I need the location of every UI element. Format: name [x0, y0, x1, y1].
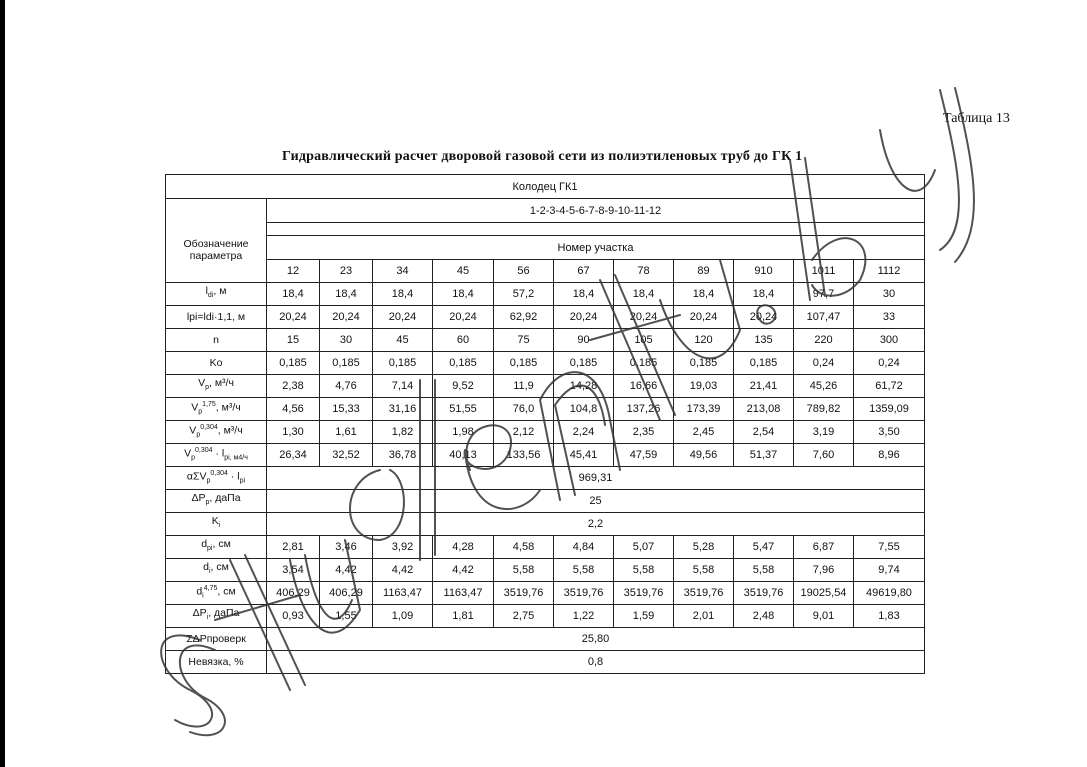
- cell-value: 1163,47: [433, 582, 494, 605]
- cell-value: 1,98: [433, 421, 494, 444]
- cell-value: 20,24: [614, 306, 674, 329]
- cell-value: 16,66: [614, 375, 674, 398]
- table-row: [166, 490, 925, 513]
- cell-value: 20,24: [554, 306, 614, 329]
- cell-value: 18,4: [554, 283, 614, 306]
- section-number: 1112: [854, 260, 925, 283]
- table-row: [166, 375, 925, 398]
- cell-value: 4,42: [320, 559, 373, 582]
- param-label: $d_i^{4,75}$, см: [166, 582, 267, 605]
- cell-value: 20,24: [373, 306, 433, 329]
- cell-value: 30: [854, 283, 925, 306]
- param-label: lpi=ldi·1,1, м: [166, 306, 267, 329]
- table-row: [166, 628, 925, 651]
- section-number: 1011: [794, 260, 854, 283]
- cell-value: 49,56: [674, 444, 734, 467]
- table-row: [166, 605, 925, 628]
- merged-value: 969,31: [267, 467, 925, 490]
- cell-value: 0,24: [854, 352, 925, 375]
- section-number: 23: [320, 260, 373, 283]
- route-spacer: [267, 223, 925, 236]
- cell-value: 18,4: [267, 283, 320, 306]
- cell-value: 3519,76: [494, 582, 554, 605]
- section-number: 12: [267, 260, 320, 283]
- cell-value: 5,58: [614, 559, 674, 582]
- cell-value: 20,24: [320, 306, 373, 329]
- cell-value: 300: [854, 329, 925, 352]
- cell-value: 14,28: [554, 375, 614, 398]
- section-number: 67: [554, 260, 614, 283]
- table-row: [166, 398, 925, 421]
- cell-value: 0,185: [320, 352, 373, 375]
- cell-value: 0,185: [734, 352, 794, 375]
- cell-value: 105: [614, 329, 674, 352]
- cell-value: 5,58: [554, 559, 614, 582]
- cell-value: 19025,54: [794, 582, 854, 605]
- param-label: $d_i$, см: [166, 559, 267, 582]
- cell-value: 0,185: [674, 352, 734, 375]
- well-header: Колодец ГК1: [166, 175, 925, 199]
- cell-value: 15,33: [320, 398, 373, 421]
- cell-value: 32,52: [320, 444, 373, 467]
- cell-value: 213,08: [734, 398, 794, 421]
- cell-value: 107,47: [794, 306, 854, 329]
- cell-value: 137,26: [614, 398, 674, 421]
- hydraulic-calculation-table: [165, 174, 925, 674]
- cell-value: 47,59: [614, 444, 674, 467]
- cell-value: 2,12: [494, 421, 554, 444]
- param-label: n: [166, 329, 267, 352]
- cell-value: 406,29: [320, 582, 373, 605]
- cell-value: 45,41: [554, 444, 614, 467]
- cell-value: 0,185: [614, 352, 674, 375]
- cell-value: 2,35: [614, 421, 674, 444]
- cell-value: 49619,80: [854, 582, 925, 605]
- cell-value: 7,96: [794, 559, 854, 582]
- cell-value: 45,26: [794, 375, 854, 398]
- cell-value: 4,56: [267, 398, 320, 421]
- param-header: Обозначение параметра: [166, 199, 267, 283]
- cell-value: 60: [433, 329, 494, 352]
- cell-value: 9,74: [854, 559, 925, 582]
- cell-value: 18,4: [433, 283, 494, 306]
- param-label: $\alpha\Sigma V_p^{0,304} \cdot l_{pi}$: [166, 467, 267, 490]
- cell-value: 2,01: [674, 605, 734, 628]
- table-row: [166, 306, 925, 329]
- cell-value: 30: [320, 329, 373, 352]
- cell-value: 1359,09: [854, 398, 925, 421]
- cell-value: 1,09: [373, 605, 433, 628]
- cell-value: 62,92: [494, 306, 554, 329]
- left-edge-bar: [0, 0, 5, 767]
- cell-value: 7,60: [794, 444, 854, 467]
- param-label: $V_p^{1,75}$, м³/ч: [166, 398, 267, 421]
- param-label: $V_p^{0,304}$, м³/ч: [166, 421, 267, 444]
- cell-value: 19,03: [674, 375, 734, 398]
- cell-value: 1,82: [373, 421, 433, 444]
- cell-value: 0,93: [267, 605, 320, 628]
- cell-value: 51,37: [734, 444, 794, 467]
- merged-value: 0,8: [267, 651, 925, 674]
- cell-value: 4,58: [494, 536, 554, 559]
- section-header: Номер участка: [267, 236, 925, 260]
- param-label: $V_p^{0,304} \cdot l_{pi, м4/ч}$: [166, 444, 267, 467]
- param-label: ΣΔPпроверк: [166, 628, 267, 651]
- cell-value: 51,55: [433, 398, 494, 421]
- param-label: $\Delta P_p$, даПа: [166, 490, 267, 513]
- cell-value: 21,41: [734, 375, 794, 398]
- cell-value: 1163,47: [373, 582, 433, 605]
- cell-value: 11,9: [494, 375, 554, 398]
- param-label: $V_p$, м³/ч: [166, 375, 267, 398]
- cell-value: 3519,76: [614, 582, 674, 605]
- cell-value: 5,28: [674, 536, 734, 559]
- cell-value: 20,24: [433, 306, 494, 329]
- cell-value: 3519,76: [734, 582, 794, 605]
- cell-value: 40,13: [433, 444, 494, 467]
- cell-value: 173,39: [674, 398, 734, 421]
- cell-value: 57,2: [494, 283, 554, 306]
- section-number: 78: [614, 260, 674, 283]
- cell-value: 2,81: [267, 536, 320, 559]
- cell-value: 3,54: [267, 559, 320, 582]
- cell-value: 135: [734, 329, 794, 352]
- cell-value: 6,87: [794, 536, 854, 559]
- cell-value: 1,61: [320, 421, 373, 444]
- merged-value: 25: [267, 490, 925, 513]
- param-label: Невязка, %: [166, 651, 267, 674]
- cell-value: 7,14: [373, 375, 433, 398]
- cell-value: 5,07: [614, 536, 674, 559]
- cell-value: 1,81: [433, 605, 494, 628]
- cell-value: 789,82: [794, 398, 854, 421]
- cell-value: 3,46: [320, 536, 373, 559]
- table-row: [166, 444, 925, 467]
- section-number: 34: [373, 260, 433, 283]
- table-row: [166, 467, 925, 490]
- cell-value: 3519,76: [674, 582, 734, 605]
- route-header: 1-2-3-4-5-6-7-8-9-10-11-12: [267, 199, 925, 223]
- cell-value: 15: [267, 329, 320, 352]
- document-title: Гидравлический расчет дворовой газовой сети из полиэтиленовых труб до ГК 1: [282, 149, 803, 164]
- cell-value: 20,24: [267, 306, 320, 329]
- cell-value: 61,72: [854, 375, 925, 398]
- section-number: 89: [674, 260, 734, 283]
- cell-value: 1,30: [267, 421, 320, 444]
- cell-value: 0,185: [554, 352, 614, 375]
- cell-value: 104,8: [554, 398, 614, 421]
- cell-value: 120: [674, 329, 734, 352]
- cell-value: 18,4: [734, 283, 794, 306]
- cell-value: 2,54: [734, 421, 794, 444]
- cell-value: 406,29: [267, 582, 320, 605]
- cell-value: 18,4: [320, 283, 373, 306]
- cell-value: 1,83: [854, 605, 925, 628]
- cell-value: 90: [554, 329, 614, 352]
- cell-value: 2,38: [267, 375, 320, 398]
- section-number: 56: [494, 260, 554, 283]
- cell-value: 18,4: [674, 283, 734, 306]
- cell-value: 5,47: [734, 536, 794, 559]
- cell-value: 1,22: [554, 605, 614, 628]
- cell-value: 3,50: [854, 421, 925, 444]
- cell-value: 45: [373, 329, 433, 352]
- merged-value: 25,80: [267, 628, 925, 651]
- param-label: $\Delta P_i$, даПа: [166, 605, 267, 628]
- cell-value: 4,76: [320, 375, 373, 398]
- param-label: $d_{pi}$, см: [166, 536, 267, 559]
- cell-value: 7,55: [854, 536, 925, 559]
- cell-value: 5,58: [674, 559, 734, 582]
- table-row: [166, 513, 925, 536]
- cell-value: 76,0: [494, 398, 554, 421]
- cell-value: 3519,76: [554, 582, 614, 605]
- cell-value: 20,24: [734, 306, 794, 329]
- cell-value: 31,16: [373, 398, 433, 421]
- cell-value: 4,42: [433, 559, 494, 582]
- cell-value: 9,01: [794, 605, 854, 628]
- table-row: [166, 559, 925, 582]
- cell-value: 9,52: [433, 375, 494, 398]
- cell-value: 18,4: [373, 283, 433, 306]
- cell-value: 0,185: [433, 352, 494, 375]
- cell-value: 2,24: [554, 421, 614, 444]
- cell-value: 3,92: [373, 536, 433, 559]
- cell-value: 75: [494, 329, 554, 352]
- cell-value: 2,45: [674, 421, 734, 444]
- cell-value: 4,28: [433, 536, 494, 559]
- table-number: Таблица 13: [943, 111, 1010, 126]
- merged-value: 2,2: [267, 513, 925, 536]
- table-row: [166, 536, 925, 559]
- table-row: [166, 421, 925, 444]
- cell-value: 1,59: [614, 605, 674, 628]
- cell-value: 18,4: [614, 283, 674, 306]
- cell-value: 0,24: [794, 352, 854, 375]
- cell-value: 26,34: [267, 444, 320, 467]
- cell-value: 97,7: [794, 283, 854, 306]
- cell-value: 20,24: [674, 306, 734, 329]
- cell-value: 220: [794, 329, 854, 352]
- cell-value: 0,185: [267, 352, 320, 375]
- table-row: [166, 352, 925, 375]
- cell-value: 1,55: [320, 605, 373, 628]
- cell-value: 5,58: [494, 559, 554, 582]
- param-label: $l_{di}$, м: [166, 283, 267, 306]
- param-label: Ko: [166, 352, 267, 375]
- cell-value: 5,58: [734, 559, 794, 582]
- table-row: [166, 283, 925, 306]
- cell-value: 36,78: [373, 444, 433, 467]
- cell-value: 133,56: [494, 444, 554, 467]
- table-row: [166, 582, 925, 605]
- cell-value: 2,48: [734, 605, 794, 628]
- cell-value: 8,96: [854, 444, 925, 467]
- table-row: [166, 651, 925, 674]
- section-number: 910: [734, 260, 794, 283]
- cell-value: 2,75: [494, 605, 554, 628]
- cell-value: 4,84: [554, 536, 614, 559]
- cell-value: 4,42: [373, 559, 433, 582]
- cell-value: 33: [854, 306, 925, 329]
- cell-value: 0,185: [373, 352, 433, 375]
- cell-value: 0,185: [494, 352, 554, 375]
- section-number: 45: [433, 260, 494, 283]
- table-row: [166, 329, 925, 352]
- cell-value: 3,19: [794, 421, 854, 444]
- param-label: $K_i$: [166, 513, 267, 536]
